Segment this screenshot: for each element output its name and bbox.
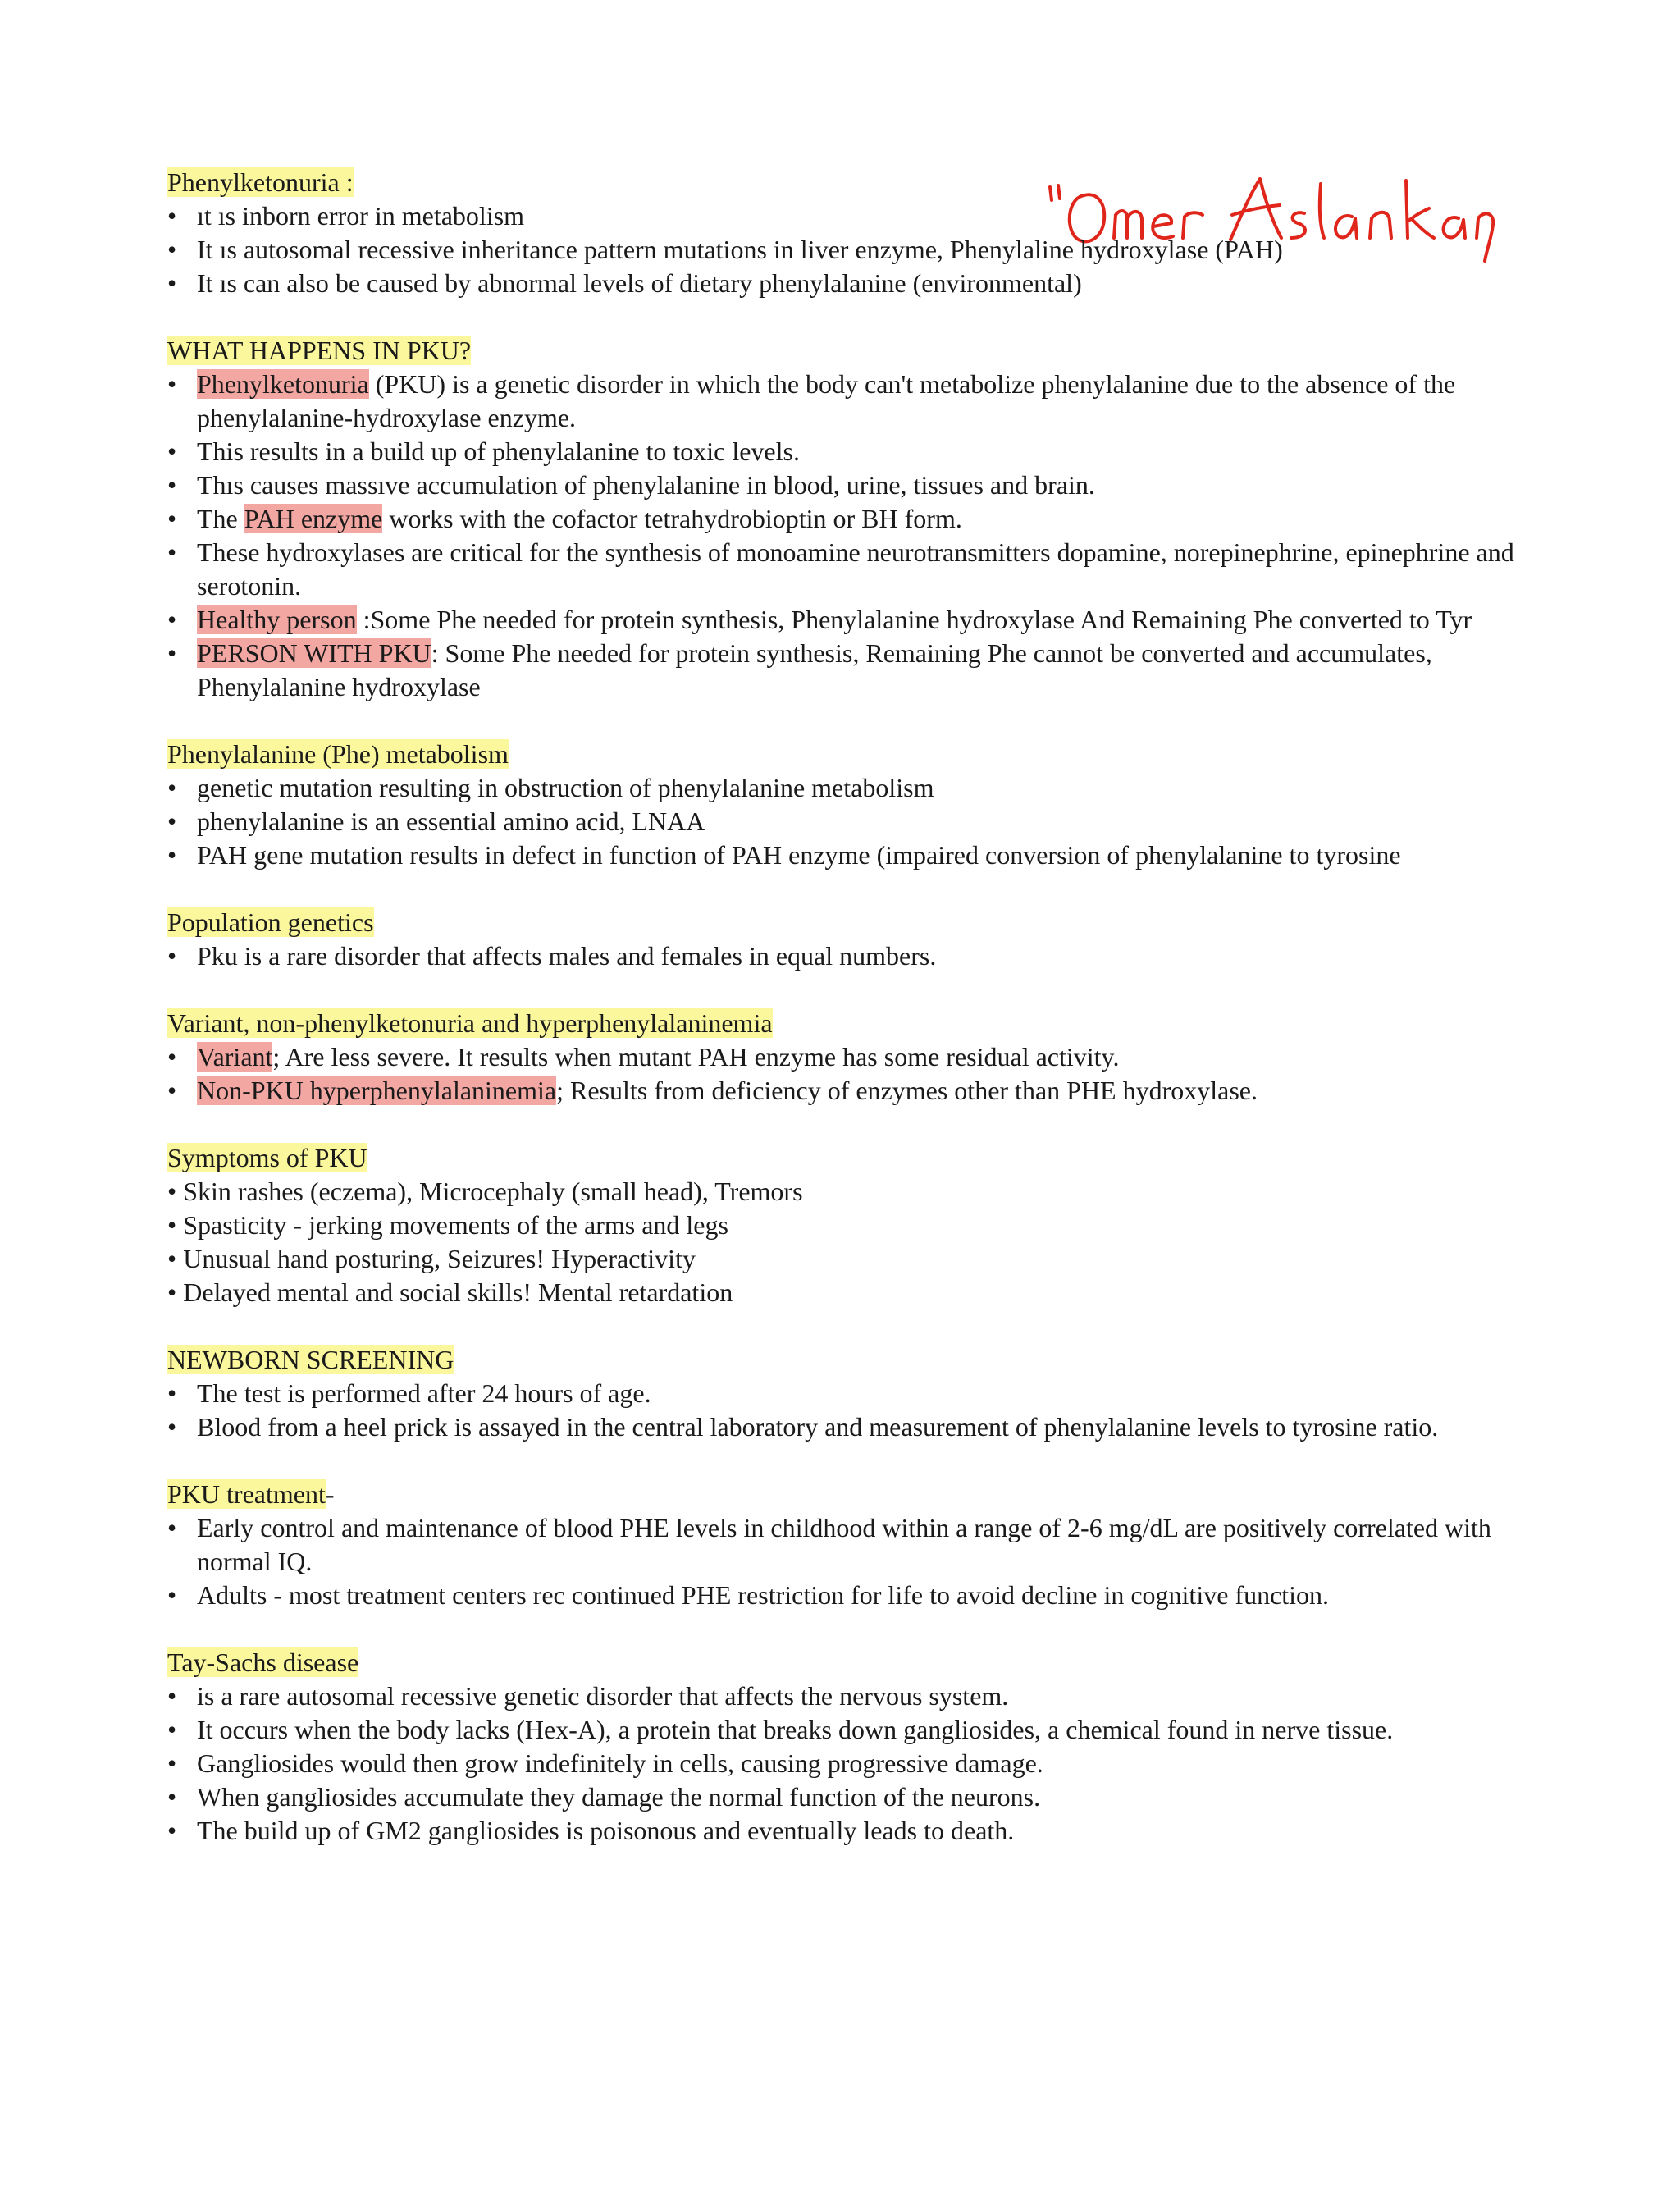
list-item: • These hydroxylases are critical for the synthesis of monoamine neurotransmitters dopamine, norepinephrine, epinephrine and serotonin. <box>167 536 1529 603</box>
item-text: : Some Phe needed for protein synthesis, Remaining Phe cannot be converted and accumulates, Phenylalanine hydroxylase <box>197 638 1432 701</box>
section-phe-metabolism <box>167 738 1529 872</box>
list-item: • Delayed mental and social skills! Mental retardation <box>167 1276 1529 1309</box>
bullet-list <box>167 939 1529 973</box>
list-item: • ıt ıs inborn error in metabolism <box>167 199 1529 233</box>
list-item: • It ıs can also be caused by abnormal levels of dietary phenylalanine (environmental) <box>167 267 1529 300</box>
list-item: • Spasticity - jerking movements of the arms and legs <box>167 1209 1529 1242</box>
bullet-list <box>167 1040 1529 1108</box>
heading-suffix: - <box>325 1479 335 1509</box>
section-newborn-screening <box>167 1343 1529 1444</box>
item-text: ; Results from deficiency of enzymes other than PHE hydroxylase. <box>556 1076 1258 1105</box>
term-highlight: Phenylketonuria <box>197 369 369 399</box>
list-item: • PAH gene mutation results in defect in function of PAH enzyme (impaired conversion of phenylalanine to tyrosine <box>167 839 1529 872</box>
heading-highlight: PKU treatment <box>167 1479 326 1509</box>
list-item <box>167 637 1529 704</box>
list-item: • Gangliosides would then grow indefinitely in cells, causing progressive damage. <box>167 1747 1529 1780</box>
section-heading <box>167 738 1529 771</box>
list-item: • Skin rashes (eczema), Microcephaly (small head), Tremors <box>167 1175 1529 1209</box>
heading-highlight: WHAT HAPPENS IN PKU? <box>167 336 472 365</box>
list-item: • is a rare autosomal recessive genetic disorder that affects the nervous system. <box>167 1679 1529 1713</box>
item-text: works with the cofactor tetrahydrobioptin or BH form. <box>382 504 962 533</box>
section-what-happens <box>167 334 1529 704</box>
list-item: • It occurs when the body lacks (Hex-A), a protein that breaks down gangliosides, a chemical found in nerve tissue. <box>167 1713 1529 1747</box>
bullet-list <box>167 1175 1529 1309</box>
document-body <box>167 166 1529 1881</box>
section-variant <box>167 1007 1529 1108</box>
bullet-list <box>167 199 1529 300</box>
heading-highlight: NEWBORN SCREENING <box>167 1345 454 1374</box>
heading-highlight: Population genetics <box>167 907 374 937</box>
list-item: • Pku is a rare disorder that affects males and females in equal numbers. <box>167 939 1529 973</box>
section-heading <box>167 1141 1529 1175</box>
term-highlight: Healthy person <box>197 605 357 634</box>
heading-highlight: Tay-Sachs disease <box>167 1647 359 1677</box>
item-text: The <box>197 504 244 533</box>
list-item <box>167 368 1529 435</box>
section-heading <box>167 906 1529 939</box>
term-highlight: PAH enzyme <box>244 504 383 533</box>
list-item: • genetic mutation resulting in obstruction of phenylalanine metabolism <box>167 771 1529 805</box>
list-item: • Adults - most treatment centers rec continued PHE restriction for life to avoid decline in cognitive function. <box>167 1579 1529 1612</box>
item-text: ; Are less severe. It results when mutant PAH enzyme has some residual activity. <box>272 1042 1120 1072</box>
list-item: • Blood from a heel prick is assayed in the central laboratory and measurement of phenylalanine levels to tyrosine ratio. <box>167 1410 1529 1444</box>
bullet-list <box>167 368 1529 704</box>
bullet-list <box>167 771 1529 872</box>
section-heading <box>167 1343 1529 1377</box>
list-item: • The test is performed after 24 hours of age. <box>167 1377 1529 1410</box>
bullet-list <box>167 1679 1529 1848</box>
section-heading <box>167 1646 1529 1679</box>
list-item: • Thıs causes massıve accumulation of phenylalanine in blood, urine, tissues and brain. <box>167 468 1529 502</box>
list-item <box>167 1074 1529 1108</box>
list-item <box>167 1040 1529 1074</box>
section-phenylketonuria <box>167 166 1529 300</box>
bullet-list <box>167 1511 1529 1612</box>
heading-highlight: Variant, non-phenylketonuria and hyperphenylalaninemia <box>167 1008 773 1038</box>
heading-highlight: Phenylalanine (Phe) metabolism <box>167 739 509 769</box>
list-item <box>167 603 1529 637</box>
section-heading <box>167 166 1529 199</box>
list-item: • Early control and maintenance of blood PHE levels in childhood within a range of 2-6 mg/dL are positively correlated with normal IQ. <box>167 1511 1529 1579</box>
section-symptoms <box>167 1141 1529 1309</box>
section-pku-treatment <box>167 1478 1529 1612</box>
list-item: • The build up of GM2 gangliosides is poisonous and eventually leads to death. <box>167 1814 1529 1848</box>
list-item <box>167 502 1529 536</box>
bullet-list <box>167 1377 1529 1444</box>
term-highlight: Variant <box>197 1042 273 1072</box>
heading-highlight: Phenylketonuria : <box>167 167 354 197</box>
heading-highlight: Symptoms of PKU <box>167 1143 368 1172</box>
section-population-genetics <box>167 906 1529 973</box>
list-item: • Unusual hand posturing, Seizures! Hyperactivity <box>167 1242 1529 1276</box>
term-highlight: PERSON WITH PKU <box>197 638 431 668</box>
list-item: • When gangliosides accumulate they damage the normal function of the neurons. <box>167 1780 1529 1814</box>
term-highlight: Non-PKU hyperphenylalaninemia <box>197 1076 557 1105</box>
item-text: :Some Phe needed for protein synthesis, Phenylalanine hydroxylase And Remaining Phe converted to Tyr <box>356 605 1472 634</box>
section-heading <box>167 1478 1529 1511</box>
section-heading <box>167 334 1529 368</box>
list-item: • This results in a build up of phenylalanine to toxic levels. <box>167 435 1529 468</box>
item-text: (PKU) is a genetic disorder in which the body can't metabolize phenylalanine due to the absence of the phenylalanine-hydroxylase enzyme. <box>197 369 1456 432</box>
section-heading <box>167 1007 1529 1040</box>
section-tay-sachs <box>167 1646 1529 1848</box>
list-item: • It ıs autosomal recessive inheritance pattern mutations in liver enzyme, Phenylaline hydroxylase (PAH) <box>167 233 1529 267</box>
list-item: • phenylalanine is an essential amino acid, LNAA <box>167 805 1529 839</box>
